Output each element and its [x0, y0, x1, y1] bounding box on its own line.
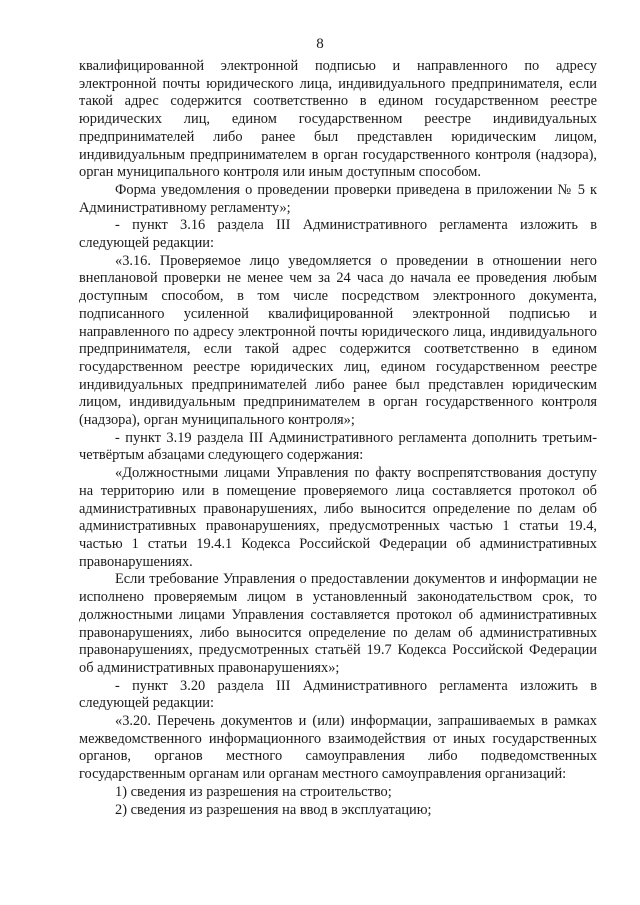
paragraph-item-3-16: - пункт 3.16 раздела III Административного регламента изложить в следующей редакции:	[79, 217, 597, 252]
page-number: 8	[316, 36, 324, 52]
document-body	[79, 58, 597, 819]
paragraph-requirement-not-fulfilled: Если требование Управления о предоставлении документов и информации не исполнено проверяемым лицом в установленный законодательством срок, то должностными лицами Управления составляется протокол об административных правонарушениях, либо выносится определение по делам об административных правонарушениях, предусмотренных статьёй 19.7 Кодекса Российской Федерации об административных правонарушениях»;	[79, 571, 597, 676]
paragraph-3-20-text: «3.20. Перечень документов и (или) информации, запрашиваемых в рамках межведомственного информационного взаимодействия от иных государственных органов, органов местного самоуправления либо подведомственных государственным органам или органам местного самоуправления организаций:	[79, 713, 597, 783]
paragraph-3-16-text: «3.16. Проверяемое лицо уведомляется о проведении в отношении него внеплановой проверки не менее чем за 24 часа до начала ее проведения любым доступным способом, в том числе посредством электронного документа, подписанного усиленной квалифицированной электронной подписью и направленного по адресу электронной почты юридического лица, индивидуального предпринимателя, если такой адрес содержится соответственно в едином государственном реестре юридических лиц, едином государственном реестре индивидуальных предпринимателей либо ранее был представлен юридическим лицом, индивидуальным предпринимателем в орган государственного контроля (надзора), орган муниципального контроля»;	[79, 252, 597, 429]
paragraph-item-3-20: - пункт 3.20 раздела III Административного регламента изложить в следующей редакции:	[79, 677, 597, 712]
list-item-1: 1) сведения из разрешения на строительство;	[115, 783, 392, 800]
paragraph-form-notice: Форма уведомления о проведении проверки приведена в приложении № 5 к Административному регламенту»;	[79, 181, 597, 216]
paragraph-item-3-19: - пункт 3.19 раздела III Административного регламента дополнить третьим-четвёртым абзацами следующего содержания:	[79, 429, 597, 464]
paragraph-officials-protocol: «Должностными лицами Управления по факту воспрепятствования доступу на территорию или в помещение проверяемого лица составляется протокол об административных правонарушениях, либо выносится определение по делам об административных правонарушениях, предусмотренных частью 1 статьи 19.4, частью 1 статьи 19.4.1 Кодекса Российской Федерации об административных правонарушениях.	[79, 465, 597, 570]
paragraph-continuation: квалифицированной электронной подписью и направленного по адресу электронной почты юридического лица, индивидуального предпринимателя, если такой адрес содержится соответственно в едином государственном реестре юридических лиц, едином государственном реестре индивидуальных предпринимателей либо ранее был представлен юридическим лицом, индивидуальным предпринимателем в орган государственного контроля (надзора), орган муниципального контроля или иным доступным способом.	[79, 58, 597, 181]
list-item-2: 2) сведения из разрешения на ввод в эксплуатацию;	[115, 801, 432, 818]
